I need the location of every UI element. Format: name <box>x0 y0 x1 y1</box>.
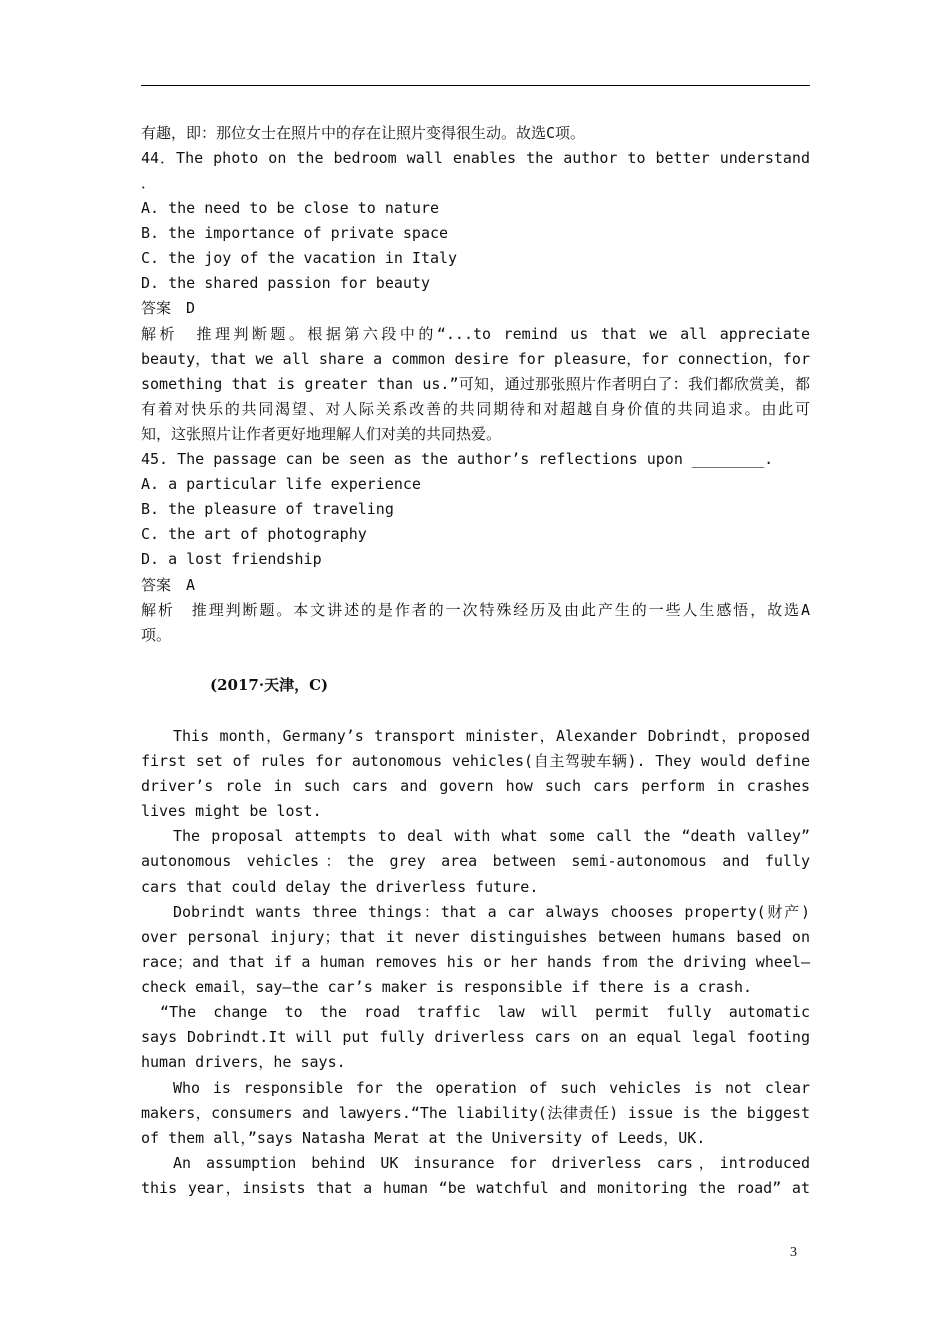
passage-paragraph-3: race；and that if a human removes his or her hands from the driving wheel— <box>141 953 810 971</box>
passage-paragraph-3: Dobrindt wants three things：that a car always chooses property(财产) <box>173 903 810 921</box>
passage-paragraph-4: “The change to the road traffic law will permit fully automatic <box>160 1003 810 1021</box>
q44-option-a: A. the need to be close to nature <box>141 199 440 217</box>
q44-option-c: C. the joy of the vacation in Italy <box>141 249 458 267</box>
q44-explanation: beauty，that we all share a common desire for pleasure，for connection，for <box>141 350 810 368</box>
q44-explanation: 有着对快乐的共同渴望、对人际关系改善的共同期待和对超越自身价值的共同追求。由此可 <box>141 400 810 418</box>
passage-paragraph-2: autonomous vehicles：the grey area between semi-autonomous and fully <box>141 852 810 870</box>
page-number: 3 <box>790 1245 797 1260</box>
q44-option-b: B. the importance of private space <box>141 224 449 242</box>
q44-option-d: D. the shared passion for beauty <box>141 274 430 292</box>
passage-source: (2017·天津，C) <box>210 676 329 694</box>
q43-explanation-tail: 有趣，即：那位女士在照片中的存在让照片变得很生动。故选C项。 <box>141 124 586 142</box>
q44-explanation: 解析 推理判断题。根据第六段中的“...to remind us that we all appreciate <box>141 325 810 343</box>
q45-answer: 答案 A <box>141 576 196 594</box>
q44-stem: 44．The photo on the bedroom wall enables the author to better understand <box>141 149 810 167</box>
passage-paragraph-1: driver’s role in such cars and govern how such cars perform in crashes <box>141 777 810 795</box>
q44-answer: 答案 D <box>141 299 196 317</box>
passage-paragraph-5: of them all，”says Natasha Merat at the University of Leeds，UK. <box>141 1129 706 1147</box>
q45-stem: 45. The passage can be seen as the author’s reflections upon ________. <box>141 450 774 468</box>
passage-paragraph-1: This month，Germany’s transport minister，Alexander Dobrindt，proposed <box>173 727 810 745</box>
passage-paragraph-4: says Dobrindt.It will put fully driverless cars on an equal legal footing <box>141 1028 810 1046</box>
q45-explanation: 解析 推理判断题。本文讲述的是作者的一次特殊经历及由此产生的一些人生感悟，故选A <box>141 601 810 619</box>
passage-paragraph-1: lives might be lost. <box>141 802 322 820</box>
passage-paragraph-2: The proposal attempts to deal with what some call the “death valley” <box>173 827 810 845</box>
passage-paragraph-4: human drivers，he says. <box>141 1053 346 1071</box>
q44-stem-end: ． <box>141 174 157 192</box>
q44-explanation: something that is greater than us.”可知，通过那张照片作者明白了：我们都欣赏美，都 <box>141 375 810 393</box>
q44-explanation: 知，这张照片让作者更好地理解人们对美的共同热爱。 <box>141 425 502 443</box>
passage-paragraph-5: Who is responsible for the operation of such vehicles is not clear <box>173 1079 810 1097</box>
passage-paragraph-6: An assumption behind UK insurance for driverless cars，introduced <box>173 1154 810 1172</box>
q45-option-a: A. a particular life experience <box>141 475 421 493</box>
passage-paragraph-3: check email，say—the car’s maker is responsible if there is a crash. <box>141 978 753 996</box>
header-rule <box>141 85 810 86</box>
passage-paragraph-1: first set of rules for autonomous vehicles(自主驾驶车辆). They would define <box>141 752 810 770</box>
passage-paragraph-5: makers，consumers and lawyers.“The liability(法律责任) issue is the biggest <box>141 1104 810 1122</box>
q45-option-b: B. the pleasure of traveling <box>141 500 394 518</box>
q45-explanation: 项。 <box>141 626 172 644</box>
passage-paragraph-6: this year，insists that a human “be watchful and monitoring the road” at <box>141 1179 810 1197</box>
passage-paragraph-2: cars that could delay the driverless future. <box>141 878 539 896</box>
q45-option-d: D. a lost friendship <box>141 550 322 568</box>
passage-paragraph-3: over personal injury；that it never distinguishes between humans based on <box>141 928 810 946</box>
q45-option-c: C. the art of photography <box>141 525 367 543</box>
